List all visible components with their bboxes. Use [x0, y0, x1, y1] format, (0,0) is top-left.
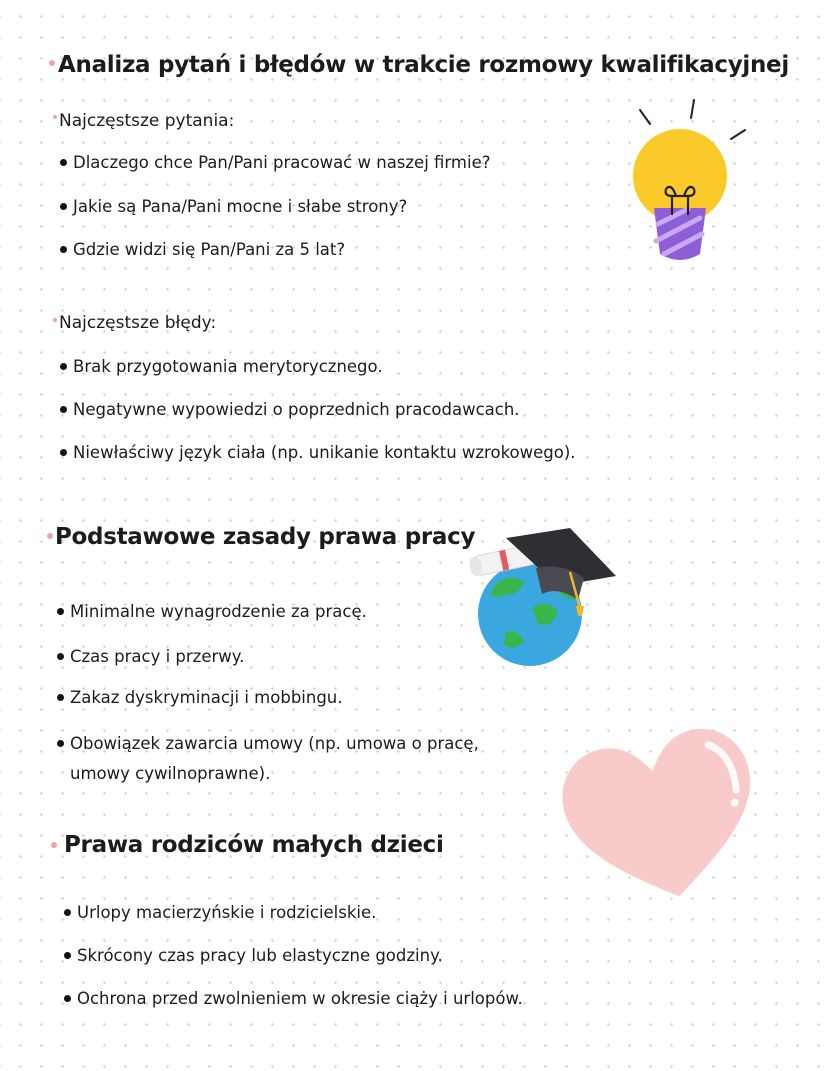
bullet — [64, 952, 71, 959]
bullet — [60, 406, 67, 413]
lightbulb-icon — [628, 96, 748, 271]
bullet — [60, 203, 67, 210]
list-item: Urlopy macierzyńskie i rodzicielskie. — [64, 899, 376, 927]
list-item: Czas pracy i przerwy. — [57, 643, 244, 671]
bullet — [60, 159, 67, 166]
bullet — [57, 653, 64, 660]
list-item: Zakaz dyskryminacji i mobbingu. — [57, 684, 343, 712]
errors-heading: Najczęstsze błędy: — [59, 313, 217, 333]
list-item: Negatywne wypowiedzi o poprzednich pracodawcach. — [60, 396, 520, 424]
bullet — [64, 909, 71, 916]
subheading-dot — [53, 318, 57, 322]
bullet — [57, 740, 64, 747]
bullet — [57, 694, 64, 701]
section-title-labor-law: Podstawowe zasady prawa pracy — [55, 524, 476, 550]
globe-graduation-icon — [466, 524, 622, 669]
questions-heading: Najczęstsze pytania: — [59, 111, 235, 131]
section-title-parents-rights: Prawa rodziców małych dzieci — [64, 832, 444, 858]
heart-icon — [562, 718, 762, 914]
bullet — [60, 449, 67, 456]
title-bullet-dot — [47, 533, 53, 539]
bullet — [60, 246, 67, 253]
list-item: Ochrona przed zwolnieniem w okresie ciąży i urlopów. — [64, 985, 523, 1013]
list-item: Jakie są Pana/Pani mocne i słabe strony? — [60, 193, 407, 221]
bullet — [60, 363, 67, 370]
bullet — [64, 995, 71, 1002]
list-item-continuation: umowy cywilnoprawne). — [70, 764, 271, 783]
section-title-interview: Analiza pytań i błędów w trakcie rozmowy kwalifikacyjnej — [58, 52, 789, 78]
list-item: Minimalne wynagrodzenie za pracę. — [57, 598, 367, 626]
list-item: Niewłaściwy język ciała (np. unikanie kontaktu wzrokowego). — [60, 439, 576, 467]
title-bullet-dot — [49, 60, 55, 66]
list-item: Obowiązek zawarcia umowy (np. umowa o pracę, — [57, 730, 479, 758]
title-bullet-dot — [51, 842, 57, 848]
list-item: Dlaczego chce Pan/Pani pracować w naszej firmie? — [60, 149, 491, 177]
list-item: Gdzie widzi się Pan/Pani za 5 lat? — [60, 236, 345, 264]
bullet — [57, 608, 64, 615]
list-item: Skrócony czas pracy lub elastyczne godziny. — [64, 942, 443, 970]
list-item: Brak przygotowania merytorycznego. — [60, 353, 383, 381]
subheading-dot — [53, 115, 57, 119]
